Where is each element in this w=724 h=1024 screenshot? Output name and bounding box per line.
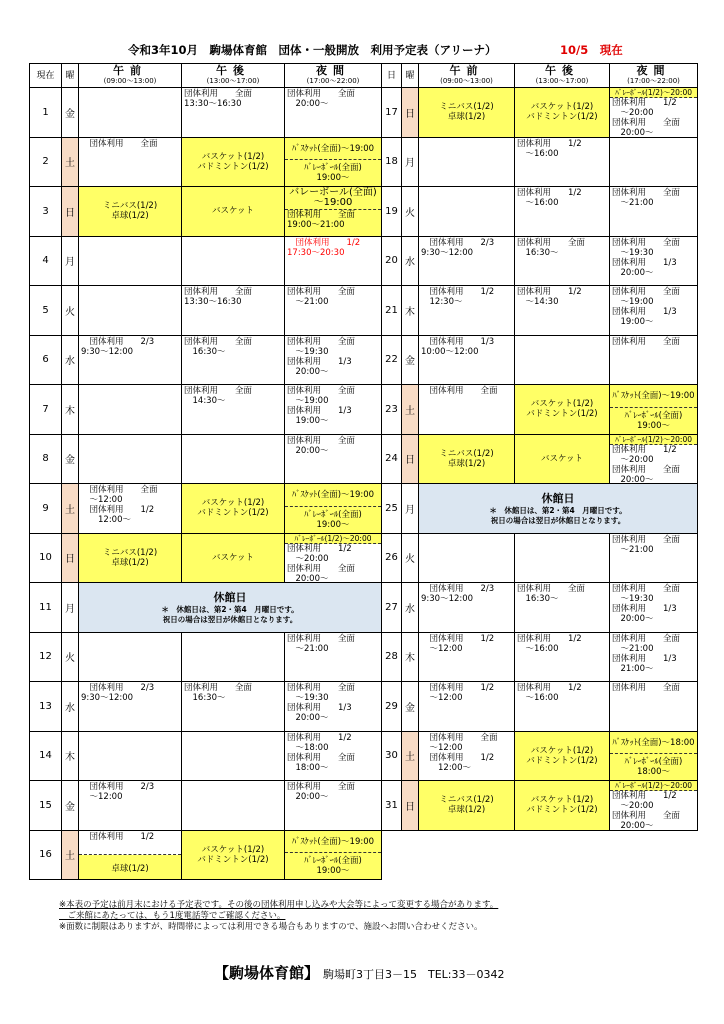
slot-am [419, 583, 515, 633]
page-title: 令和3年10月 駒場体育館 団体・一般開放 利用予定表（アリーナ） [128, 43, 497, 57]
day-of-week: 土 [402, 385, 419, 435]
table-row [30, 88, 698, 138]
day-of-week: 金 [62, 781, 79, 831]
day-of-week: 水 [402, 583, 419, 633]
slot-text [79, 88, 181, 90]
slot-am [419, 781, 515, 831]
event-label: バスケット(1/2) バドミントン(1/2) [197, 498, 269, 519]
day-of-week: 水 [402, 236, 419, 286]
slot-text [515, 336, 609, 338]
day-of-week: 火 [402, 533, 419, 583]
slot-am [79, 781, 182, 831]
header-am-left: 午前 (09:00～13:00) [79, 64, 182, 88]
slot-am [419, 632, 515, 682]
slot-text [419, 138, 514, 140]
slot-text [79, 633, 181, 635]
closed-title: 休館日 [213, 591, 247, 605]
slot-pm [515, 632, 610, 682]
slot-ev [610, 731, 698, 781]
slot-text: 団体利用 全面 16:30～ [517, 584, 586, 604]
day-number: 20 [382, 236, 402, 286]
slot-text [79, 385, 181, 387]
day-number: 23 [382, 385, 402, 435]
closed-note: ＊ 休館日は、第2・第4 月曜日です。 [161, 605, 299, 615]
slot-text: 団体利用 全面 13:30～16:30 [184, 89, 253, 109]
slot-am [79, 88, 182, 138]
day-number: 16 [30, 830, 62, 880]
slot-text: 団体利用 1/2 ～12:00 [429, 633, 495, 654]
table-row [30, 187, 698, 237]
slot-text: 団体利用 1/3 10:00～12:00 [421, 336, 495, 357]
slot-pm [515, 434, 610, 484]
day-number: 27 [382, 583, 402, 633]
slot-pm [515, 236, 610, 286]
header-current-day: 現在 [30, 64, 62, 88]
table-row [30, 137, 698, 187]
slot-text: 団体利用 全面 16:30～ [184, 683, 253, 703]
slot-text: 団体利用 1/2 ～20:00 団体利用 全面 20:00～ [287, 543, 356, 583]
slot-ev [610, 583, 698, 633]
slot-ev [285, 731, 382, 781]
slot-text: 団体利用 全面 ～21:00 団体利用 1/3 21:00～ [612, 633, 681, 674]
day-number: 29 [382, 682, 402, 732]
slot-text [419, 187, 514, 189]
day-number: 22 [382, 335, 402, 385]
slot-ev [610, 533, 698, 583]
slot-text: 団体利用 2/3 9:30～12:00 [421, 584, 495, 604]
event-label: バスケット(1/2) バドミントン(1/2) [197, 844, 269, 865]
day-number: 2 [30, 137, 62, 187]
slot-text [79, 237, 181, 239]
day-of-week: 日 [402, 434, 419, 484]
slot-am [79, 533, 182, 583]
slot-text [182, 435, 284, 437]
day-of-week: 月 [402, 137, 419, 187]
closed-note: 祝日の場合は翌日が休館日となります。 [490, 516, 626, 526]
event-label: バレーボール(全面) ～19:00 [285, 187, 381, 210]
event-label: バスケット [540, 453, 584, 464]
slot-pm [515, 781, 610, 831]
day-number: 25 [382, 484, 402, 534]
day-of-week: 木 [402, 632, 419, 682]
notes [59, 900, 498, 933]
slot-text [419, 534, 514, 536]
slot-am [419, 335, 515, 385]
table-row [30, 385, 698, 435]
slot-am [79, 484, 182, 534]
day-of-week: 水 [62, 682, 79, 732]
day-of-week: 日 [402, 781, 419, 831]
day-of-week: 月 [62, 583, 79, 633]
event-label: バスケット(1/2) バドミントン(1/2) [526, 745, 598, 766]
slot-ev [285, 484, 382, 534]
slot-text: 団体利用 1/2 ～20:00 団体利用 全面 20:00～ [612, 98, 681, 137]
slot-text: 団体利用 全面 ～19:00 団体利用 1/3 19:00～ [287, 386, 356, 426]
slot-am [419, 286, 515, 336]
slot-ev [285, 830, 382, 880]
slot-pm [182, 88, 285, 138]
slot-text: 団体利用 2/3 9:30～12:00 [81, 336, 155, 357]
event-label: ﾊﾞﾚｰﾎﾞｰﾙ(全面) 19:00～ [285, 852, 381, 879]
day-number: 18 [382, 137, 402, 187]
slot-am [419, 236, 515, 286]
header-dow-right: 曜 [402, 64, 419, 88]
slot-ev [610, 781, 698, 831]
slot-text [610, 138, 697, 140]
day-of-week: 土 [62, 484, 79, 534]
slot-ev [610, 236, 698, 286]
slot-text [182, 781, 284, 783]
event-label: ﾊﾞｽｹｯﾄ(全面)～18:00 [612, 737, 695, 748]
table-row [30, 286, 698, 336]
slot-text: 団体利用 1/2 ～16:00 [517, 138, 582, 159]
day-number: 9 [30, 484, 62, 534]
day-of-week: 木 [62, 385, 79, 435]
day-number: 15 [30, 781, 62, 831]
day-of-week: 木 [62, 731, 79, 781]
slot-am [79, 137, 182, 187]
day-of-week: 日 [402, 88, 419, 138]
header-day-right: 日 [382, 64, 402, 88]
slot-text: 団体利用 全面 ～19:30 団体利用 1/3 20:00～ [287, 683, 356, 723]
slot-pm [182, 533, 285, 583]
slot-pm [182, 484, 285, 534]
table-row [30, 781, 698, 831]
slot-ev [285, 434, 382, 484]
footer [214, 962, 505, 983]
event-label: バスケット(1/2) バドミントン(1/2) [526, 102, 598, 123]
table-row [30, 335, 698, 385]
slot-text: 団体利用 1/2 ～14:30 [517, 287, 582, 307]
header-row [30, 64, 698, 88]
slot-text: 団体利用 1/2 12:30～ [429, 287, 495, 307]
day-of-week: 金 [62, 434, 79, 484]
slot-text: 団体利用 1/2 [79, 831, 181, 855]
event-label: バスケット(1/2) バドミントン(1/2) [197, 151, 269, 172]
slot-am [419, 533, 515, 583]
slot-am [79, 731, 182, 781]
slot-text: 団体利用 全面 ～19:30 団体利用 1/3 20:00～ [612, 237, 681, 278]
slot-text: 団体利用 全面 [612, 683, 681, 693]
day-number: 14 [30, 731, 62, 781]
slot-text [79, 435, 181, 437]
slot-text: 団体利用 全面 [89, 138, 158, 149]
event-label: 卓球(1/2) [79, 855, 181, 880]
slot-text: 団体利用 全面 [429, 386, 498, 396]
day-of-week: 火 [62, 286, 79, 336]
event-label: ﾊﾞﾚｰﾎﾞｰﾙ(1/2)～20:00 [610, 88, 697, 98]
slot-text: 団体利用 1/2 ～20:00 団体利用 全面 20:00～ [612, 791, 681, 830]
day-of-week: 火 [62, 632, 79, 682]
slot-text [182, 732, 284, 734]
schedule-table [29, 63, 698, 880]
event-label: ﾊﾞﾚｰﾎﾞｰﾙ(1/2)～20:00 [610, 435, 697, 445]
event-label: ﾊﾞﾚｰﾎﾞｰﾙ(1/2)～20:00 [285, 534, 381, 544]
event-label: ﾊﾞｽｹｯﾄ(全面)～19:00 [291, 490, 375, 500]
slot-pm [182, 335, 285, 385]
day-number: 28 [382, 632, 402, 682]
header-am-right: 午前 (09:00～13:00) [419, 64, 515, 88]
day-of-week: 金 [402, 335, 419, 385]
slot-am [419, 137, 515, 187]
slot-pm [182, 385, 285, 435]
day-number: 1 [30, 88, 62, 138]
slot-ev [285, 236, 382, 286]
header-pm-right: 午後 (13:00～17:00) [515, 64, 610, 88]
table-row [30, 731, 698, 781]
day-of-week: 金 [62, 88, 79, 138]
facility-name: 【駒場体育館】 [214, 964, 320, 982]
slot-text [182, 237, 284, 239]
day-of-week: 火 [402, 187, 419, 237]
event-label: ﾊﾞﾚｰﾎﾞｰﾙ(全面) 18:00～ [610, 753, 697, 780]
slot-text: 団体利用 全面 ～12:00 団体利用 1/2 12:00～ [429, 732, 498, 773]
table-row [30, 632, 698, 682]
event-label: バスケット(1/2) バドミントン(1/2) [526, 399, 598, 420]
slot-am [79, 286, 182, 336]
day-number: 5 [30, 286, 62, 336]
event-label: ﾊﾞｽｹｯﾄ(全面)～19:00 [291, 143, 375, 154]
empty-cell [382, 830, 698, 880]
day-of-week: 日 [62, 533, 79, 583]
slot-am [419, 385, 515, 435]
event-label: ﾊﾞﾚｰﾎﾞｰﾙ(1/2)～20:00 [610, 781, 697, 791]
day-of-week: 月 [402, 484, 419, 534]
slot-ev [610, 632, 698, 682]
day-number: 8 [30, 434, 62, 484]
header-ev-left: 夜間 (17:00～22:00) [285, 64, 382, 88]
slot-am [79, 187, 182, 237]
event-label: ミニバス(1/2) 卓球(1/2) [102, 201, 158, 222]
slot-text [515, 534, 609, 536]
slot-am [419, 731, 515, 781]
day-number: 30 [382, 731, 402, 781]
slot-text: 団体利用 全面 ～21:00 [612, 534, 681, 555]
slot-text: 団体利用 全面 ～21:00 [612, 188, 681, 208]
as-of-date: 10/5 現在 [560, 43, 623, 57]
slot-am [79, 385, 182, 435]
slot-ev [610, 434, 698, 484]
slot-am [79, 830, 182, 880]
slot-pm [182, 137, 285, 187]
slot-pm [515, 731, 610, 781]
slot-ev [610, 286, 698, 336]
day-of-week: 月 [62, 236, 79, 286]
event-label: バスケット(1/2) バドミントン(1/2) [526, 795, 598, 816]
day-number: 12 [30, 632, 62, 682]
slot-text [79, 732, 181, 734]
slot-text: 団体利用 全面 13:30～16:30 [184, 287, 253, 307]
slot-pm [515, 286, 610, 336]
slot-text: 団体利用 全面 19:00～21:00 [287, 210, 356, 230]
slot-pm [182, 830, 285, 880]
table-row [30, 236, 698, 286]
slot-pm [182, 187, 285, 237]
slot-text: 団体利用 全面 14:30～ [184, 386, 253, 406]
closed-day-notice [79, 583, 382, 633]
slot-pm [182, 632, 285, 682]
event-label: ﾊﾞﾚｰﾎﾞｰﾙ(全面) 19:00～ [610, 407, 697, 434]
table-row [30, 484, 698, 534]
slot-am [419, 682, 515, 732]
table-row [30, 533, 698, 583]
slot-pm [515, 533, 610, 583]
slot-am [79, 632, 182, 682]
day-number: 6 [30, 335, 62, 385]
day-number: 31 [382, 781, 402, 831]
closed-title: 休館日 [541, 492, 575, 506]
event-label: ﾊﾞﾚｰﾎﾞｰﾙ(全面) 19:00～ [285, 159, 381, 186]
table-row [30, 682, 698, 732]
slot-text: 団体利用 全面 16:30～ [517, 237, 586, 258]
table-row [30, 583, 698, 633]
slot-text: 団体利用 全面 [612, 336, 681, 347]
slot-pm [182, 682, 285, 732]
day-of-week: 水 [62, 335, 79, 385]
event-label: ミニバス(1/2) 卓球(1/2) [102, 547, 158, 568]
day-number: 11 [30, 583, 62, 633]
slot-ev [285, 335, 382, 385]
slot-text: 団体利用 全面 16:30～ [184, 336, 253, 357]
table-row [30, 434, 698, 484]
slot-ev [285, 88, 382, 138]
header-dow-left: 曜 [62, 64, 79, 88]
slot-text: 団体利用 2/3 9:30～12:00 [421, 237, 495, 258]
day-of-week: 金 [402, 682, 419, 732]
slot-text: 団体利用 全面 ～19:30 団体利用 1/3 20:00～ [287, 336, 356, 377]
slot-am [79, 682, 182, 732]
slot-pm [515, 88, 610, 138]
slot-text: 団体利用 1/2 ～18:00 団体利用 全面 18:00～ [287, 732, 356, 773]
slot-ev [610, 335, 698, 385]
slot-pm [515, 385, 610, 435]
slot-pm [515, 583, 610, 633]
slot-pm [515, 335, 610, 385]
day-of-week: 日 [62, 187, 79, 237]
slot-text: 団体利用 1/2 ～20:00 団体利用 全面 20:00～ [612, 444, 681, 484]
slot-ev [610, 682, 698, 732]
slot-ev [610, 187, 698, 237]
slot-text: 団体利用 全面 ～21:00 [287, 287, 356, 307]
slot-text: 団体利用 2/3 ～12:00 [89, 782, 155, 802]
slot-text: 団体利用 2/3 9:30～12:00 [81, 683, 155, 703]
slot-ev [610, 385, 698, 435]
slot-pm [515, 187, 610, 237]
slot-text: 団体利用 全面 20:00～ [287, 782, 356, 802]
slot-ev [285, 682, 382, 732]
slot-pm [515, 682, 610, 732]
slot-ev [610, 88, 698, 138]
slot-pm [182, 434, 285, 484]
day-number: 13 [30, 682, 62, 732]
event-label: ミニバス(1/2) 卓球(1/2) [439, 102, 494, 123]
slot-text: 団体利用 1/2 ～16:00 [517, 188, 582, 208]
day-number: 26 [382, 533, 402, 583]
slot-pm [182, 236, 285, 286]
slot-ev [285, 781, 382, 831]
slot-text: 団体利用 1/2 ～16:00 [517, 683, 582, 703]
slot-ev [285, 286, 382, 336]
slot-am [419, 187, 515, 237]
note-3: ※面数に制限はありますが、時間帯によっては利用できる場合もありますので、施設へお問い合わせください。 [59, 922, 483, 932]
day-of-week: 土 [62, 830, 79, 880]
slot-ev [285, 533, 382, 583]
slot-ev [285, 385, 382, 435]
closed-note: ＊ 休館日は、第2・第4 月曜日です。 [489, 506, 627, 516]
slot-ev [610, 137, 698, 187]
slot-pm [182, 731, 285, 781]
slot-pm [182, 286, 285, 336]
slot-am [79, 236, 182, 286]
day-number: 7 [30, 385, 62, 435]
slot-text: 団体利用 1/2 ～16:00 [517, 633, 582, 654]
slot-ev [285, 187, 382, 237]
event-label: ミニバス(1/2) 卓球(1/2) [439, 795, 494, 816]
slot-am [419, 434, 515, 484]
day-number: 17 [382, 88, 402, 138]
event-label: ﾊﾞｽｹｯﾄ(全面)～19:00 [291, 836, 375, 847]
event-label: ﾊﾞｽｹｯﾄ(全面)～19:00 [612, 391, 695, 401]
closed-day-notice [419, 484, 698, 534]
day-number: 3 [30, 187, 62, 237]
event-label: バスケット [211, 206, 255, 217]
closed-note: 祝日の場合は翌日が休館日となります。 [162, 615, 298, 625]
slot-am [79, 434, 182, 484]
note-1: ※本表の予定は前月末における予定表です。その後の団体利用申し込みや大会等によって変更する場合があります。 [59, 900, 499, 910]
header-pm-left: 午後 (13:00～17:00) [182, 64, 285, 88]
header-ev-right: 夜間 (17:00～22:00) [610, 64, 698, 88]
slot-text: 団体利用 全面 ～19:30 団体利用 1/3 20:00～ [612, 584, 681, 624]
event-label: ミニバス(1/2) 卓球(1/2) [439, 448, 494, 469]
slot-ev [285, 137, 382, 187]
event-label: バスケット [211, 552, 255, 563]
slot-text: 団体利用 全面 20:00～ [287, 89, 356, 109]
day-number: 24 [382, 434, 402, 484]
slot-ev [285, 632, 382, 682]
slot-text: 団体利用 全面 ～12:00 団体利用 1/2 12:00～ [89, 485, 158, 525]
slot-text: 団体利用 全面 ～19:00 団体利用 1/3 19:00～ [612, 287, 681, 327]
slot-text: 団体利用 全面 20:00～ [287, 435, 356, 456]
day-of-week: 土 [62, 137, 79, 187]
day-number: 4 [30, 236, 62, 286]
slot-am [79, 335, 182, 385]
slot-text: 団体利用 1/2 17:30～20:30 [287, 237, 361, 258]
day-of-week: 木 [402, 286, 419, 336]
slot-text [182, 633, 284, 635]
day-number: 21 [382, 286, 402, 336]
slot-text [79, 286, 181, 288]
day-number: 19 [382, 187, 402, 237]
facility-address: 駒場町3丁目3－15 TEL:33－0342 [323, 968, 505, 981]
slot-text: 団体利用 全面 ～21:00 [287, 633, 356, 654]
table-row [30, 830, 698, 880]
day-of-week: 土 [402, 731, 419, 781]
note-2: ご来館にあたっては、もう1度電話等でご確認ください。 [59, 911, 286, 921]
slot-pm [515, 137, 610, 187]
slot-text: 団体利用 1/2 ～12:00 [429, 683, 495, 703]
slot-pm [182, 781, 285, 831]
slot-am [419, 88, 515, 138]
day-number: 10 [30, 533, 62, 583]
event-label: ﾊﾞﾚｰﾎﾞｰﾙ(全面) 19:00～ [285, 506, 381, 533]
